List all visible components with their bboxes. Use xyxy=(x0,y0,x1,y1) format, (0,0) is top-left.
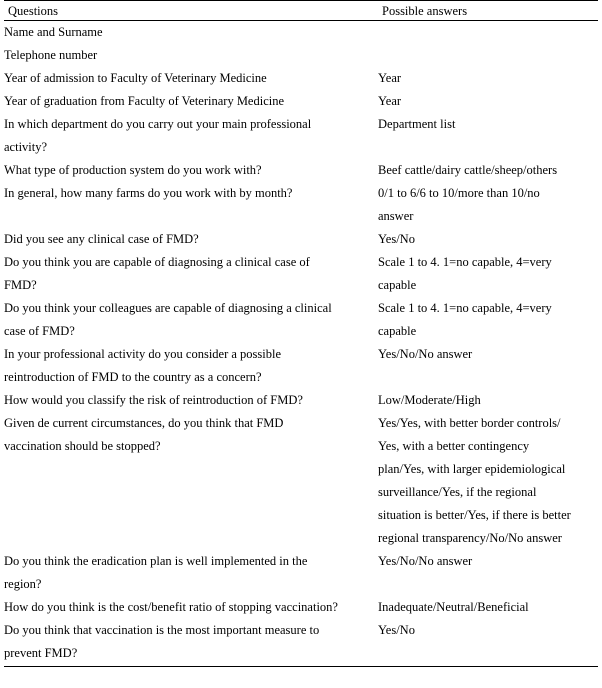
answer-cell: Yes/No xyxy=(378,232,415,246)
question-cell: Name and Surname xyxy=(4,25,103,39)
question-cell: Do you think the eradication plan is well implemented in the region? xyxy=(4,554,308,591)
answer-cell: Department list xyxy=(378,117,456,131)
question-cell: Year of graduation from Faculty of Veterinary Medicine xyxy=(4,94,285,108)
question-cell: How would you classify the risk of reintroduction of FMD? xyxy=(4,393,303,407)
table-bottom-rule xyxy=(4,666,598,667)
question-cell: In your professional activity do you consider a possible reintroduction of FMD to the country as a concern? xyxy=(4,347,282,384)
header-questions: Questions xyxy=(8,4,58,18)
question-cell: In general, how many farms do you work with by month? xyxy=(4,186,293,200)
answer-cell: Low/Moderate/High xyxy=(378,393,481,407)
header-answers: Possible answers xyxy=(382,4,468,18)
answer-cell: Scale 1 to 4. 1=no capable, 4=very capable xyxy=(378,255,552,292)
question-cell: Do you think your colleagues are capable of diagnosing a clinical case of FMD? xyxy=(4,301,332,338)
question-cell: Did you see any clinical case of FMD? xyxy=(4,232,199,246)
question-cell: Year of admission to Faculty of Veterinary Medicine xyxy=(4,71,267,85)
question-cell: In which department do you carry out your main professional activity? xyxy=(4,117,312,154)
question-cell: What type of production system do you work with? xyxy=(4,163,262,177)
answer-cell: Beef cattle/dairy cattle/sheep/others xyxy=(378,163,558,177)
answer-cell: Yes/No/No answer xyxy=(378,347,473,361)
answer-cell: Year xyxy=(378,94,402,108)
answer-cell: Yes/No/No answer xyxy=(378,554,473,568)
table-top-rule xyxy=(4,0,598,1)
question-cell: How do you think is the cost/benefit ratio of stopping vaccination? xyxy=(4,600,338,614)
answer-cell: Scale 1 to 4. 1=no capable, 4=very capable xyxy=(378,301,552,338)
answer-cell: 0/1 to 6/6 to 10/more than 10/no answer xyxy=(378,186,540,223)
question-cell: Telephone number xyxy=(4,48,98,62)
question-cell: Do you think that vaccination is the most important measure to prevent FMD? xyxy=(4,623,320,660)
answer-cell: Yes/Yes, with better border controls/ Yes, with a better contingency plan/Yes, with larger epidemiological surveillance/Yes, if the regional situation is better/Yes, if there is better regional transparency/No/No answer xyxy=(378,416,571,545)
question-cell: Do you think you are capable of diagnosing a clinical case of FMD? xyxy=(4,255,310,292)
answer-cell: Yes/No xyxy=(378,623,415,637)
question-cell: Given de current circumstances, do you think that FMD vaccination should be stopped? xyxy=(4,416,284,453)
answer-cell: Inadequate/Neutral/Beneficial xyxy=(378,600,529,614)
answer-cell: Year xyxy=(378,71,402,85)
